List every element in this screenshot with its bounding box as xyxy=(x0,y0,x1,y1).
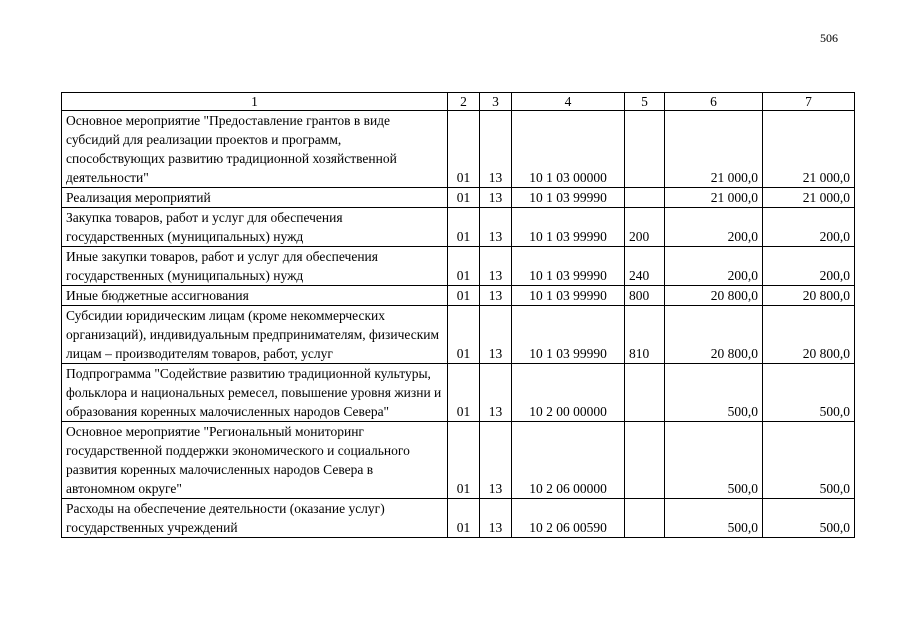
row-name: Закупка товаров, работ и услуг для обеспечения государственных (муниципальных) нужд xyxy=(62,208,448,247)
row-amount-1: 21 000,0 xyxy=(665,111,763,188)
row-amount-1: 500,0 xyxy=(665,422,763,499)
row-name: Реализация мероприятий xyxy=(62,188,448,208)
row-section: 01 xyxy=(448,111,480,188)
row-type: 240 xyxy=(625,247,665,286)
row-section: 01 xyxy=(448,364,480,422)
table-row xyxy=(62,188,855,208)
row-name: Расходы на обеспечение деятельности (оказание услуг) государственных учреждений xyxy=(62,499,448,538)
row-code: 10 2 06 00590 xyxy=(512,499,625,538)
row-amount-1: 200,0 xyxy=(665,208,763,247)
row-amount-1: 200,0 xyxy=(665,247,763,286)
row-section: 01 xyxy=(448,286,480,306)
table-row xyxy=(62,111,855,188)
row-type xyxy=(625,188,665,208)
row-amount-2: 21 000,0 xyxy=(763,188,855,208)
row-amount-2: 500,0 xyxy=(763,364,855,422)
row-type xyxy=(625,364,665,422)
header-cell-6: 6 xyxy=(665,93,763,111)
row-code: 10 2 00 00000 xyxy=(512,364,625,422)
page-number: 506 xyxy=(820,31,838,45)
row-amount-1: 21 000,0 xyxy=(665,188,763,208)
row-code: 10 1 03 99990 xyxy=(512,208,625,247)
header-cell-4: 4 xyxy=(512,93,625,111)
row-amount-2: 500,0 xyxy=(763,499,855,538)
row-code: 10 1 03 99990 xyxy=(512,286,625,306)
row-subsection: 13 xyxy=(480,364,512,422)
table-row xyxy=(62,364,855,422)
table-row xyxy=(62,422,855,499)
row-subsection: 13 xyxy=(480,188,512,208)
row-section: 01 xyxy=(448,306,480,364)
row-name: Иные закупки товаров, работ и услуг для обеспечения государственных (муниципальных) нужд xyxy=(62,247,448,286)
row-amount-2: 20 800,0 xyxy=(763,286,855,306)
header-cell-1: 1 xyxy=(62,93,448,111)
row-amount-2: 20 800,0 xyxy=(763,306,855,364)
row-name: Субсидии юридическим лицам (кроме некоммерческих организаций), индивидуальным предпринимателям, физическим лицам – производителям товаров, работ, услуг xyxy=(62,306,448,364)
row-amount-2: 500,0 xyxy=(763,422,855,499)
row-amount-1: 20 800,0 xyxy=(665,306,763,364)
row-subsection: 13 xyxy=(480,422,512,499)
row-amount-1: 500,0 xyxy=(665,499,763,538)
table-row xyxy=(62,247,855,286)
row-subsection: 13 xyxy=(480,286,512,306)
row-type: 810 xyxy=(625,306,665,364)
row-type xyxy=(625,422,665,499)
table-row xyxy=(62,208,855,247)
header-cell-7: 7 xyxy=(763,93,855,111)
table-header-row xyxy=(62,93,855,111)
row-subsection: 13 xyxy=(480,208,512,247)
row-section: 01 xyxy=(448,499,480,538)
header-cell-3: 3 xyxy=(480,93,512,111)
row-amount-2: 200,0 xyxy=(763,208,855,247)
row-name: Основное мероприятие "Предоставление грантов в виде субсидий для реализации проектов и программ, способствующих развитию традиционной хозяйственной деятельности" xyxy=(62,111,448,188)
row-code: 10 1 03 99990 xyxy=(512,247,625,286)
row-subsection: 13 xyxy=(480,306,512,364)
row-section: 01 xyxy=(448,247,480,286)
row-type xyxy=(625,111,665,188)
table-row xyxy=(62,286,855,306)
row-section: 01 xyxy=(448,188,480,208)
table-row xyxy=(62,499,855,538)
row-type xyxy=(625,499,665,538)
row-name: Подпрограмма "Содействие развитию традиционной культуры, фольклора и национальных ремесел, повышение уровня жизни и образования коренных малочисленных народов Севера" xyxy=(62,364,448,422)
row-code: 10 2 06 00000 xyxy=(512,422,625,499)
row-subsection: 13 xyxy=(480,247,512,286)
row-code: 10 1 03 99990 xyxy=(512,188,625,208)
row-name: Иные бюджетные ассигнования xyxy=(62,286,448,306)
row-amount-2: 200,0 xyxy=(763,247,855,286)
row-amount-1: 500,0 xyxy=(665,364,763,422)
budget-table xyxy=(61,92,855,538)
row-subsection: 13 xyxy=(480,111,512,188)
row-type: 800 xyxy=(625,286,665,306)
row-subsection: 13 xyxy=(480,499,512,538)
row-section: 01 xyxy=(448,422,480,499)
row-code: 10 1 03 99990 xyxy=(512,306,625,364)
table-row xyxy=(62,306,855,364)
row-code: 10 1 03 00000 xyxy=(512,111,625,188)
row-type: 200 xyxy=(625,208,665,247)
row-section: 01 xyxy=(448,208,480,247)
header-cell-5: 5 xyxy=(625,93,665,111)
row-name: Основное мероприятие "Региональный мониторинг государственной поддержки экономического и социального развития коренных малочисленных народов Севера в автономном округе" xyxy=(62,422,448,499)
header-cell-2: 2 xyxy=(448,93,480,111)
row-amount-1: 20 800,0 xyxy=(665,286,763,306)
row-amount-2: 21 000,0 xyxy=(763,111,855,188)
